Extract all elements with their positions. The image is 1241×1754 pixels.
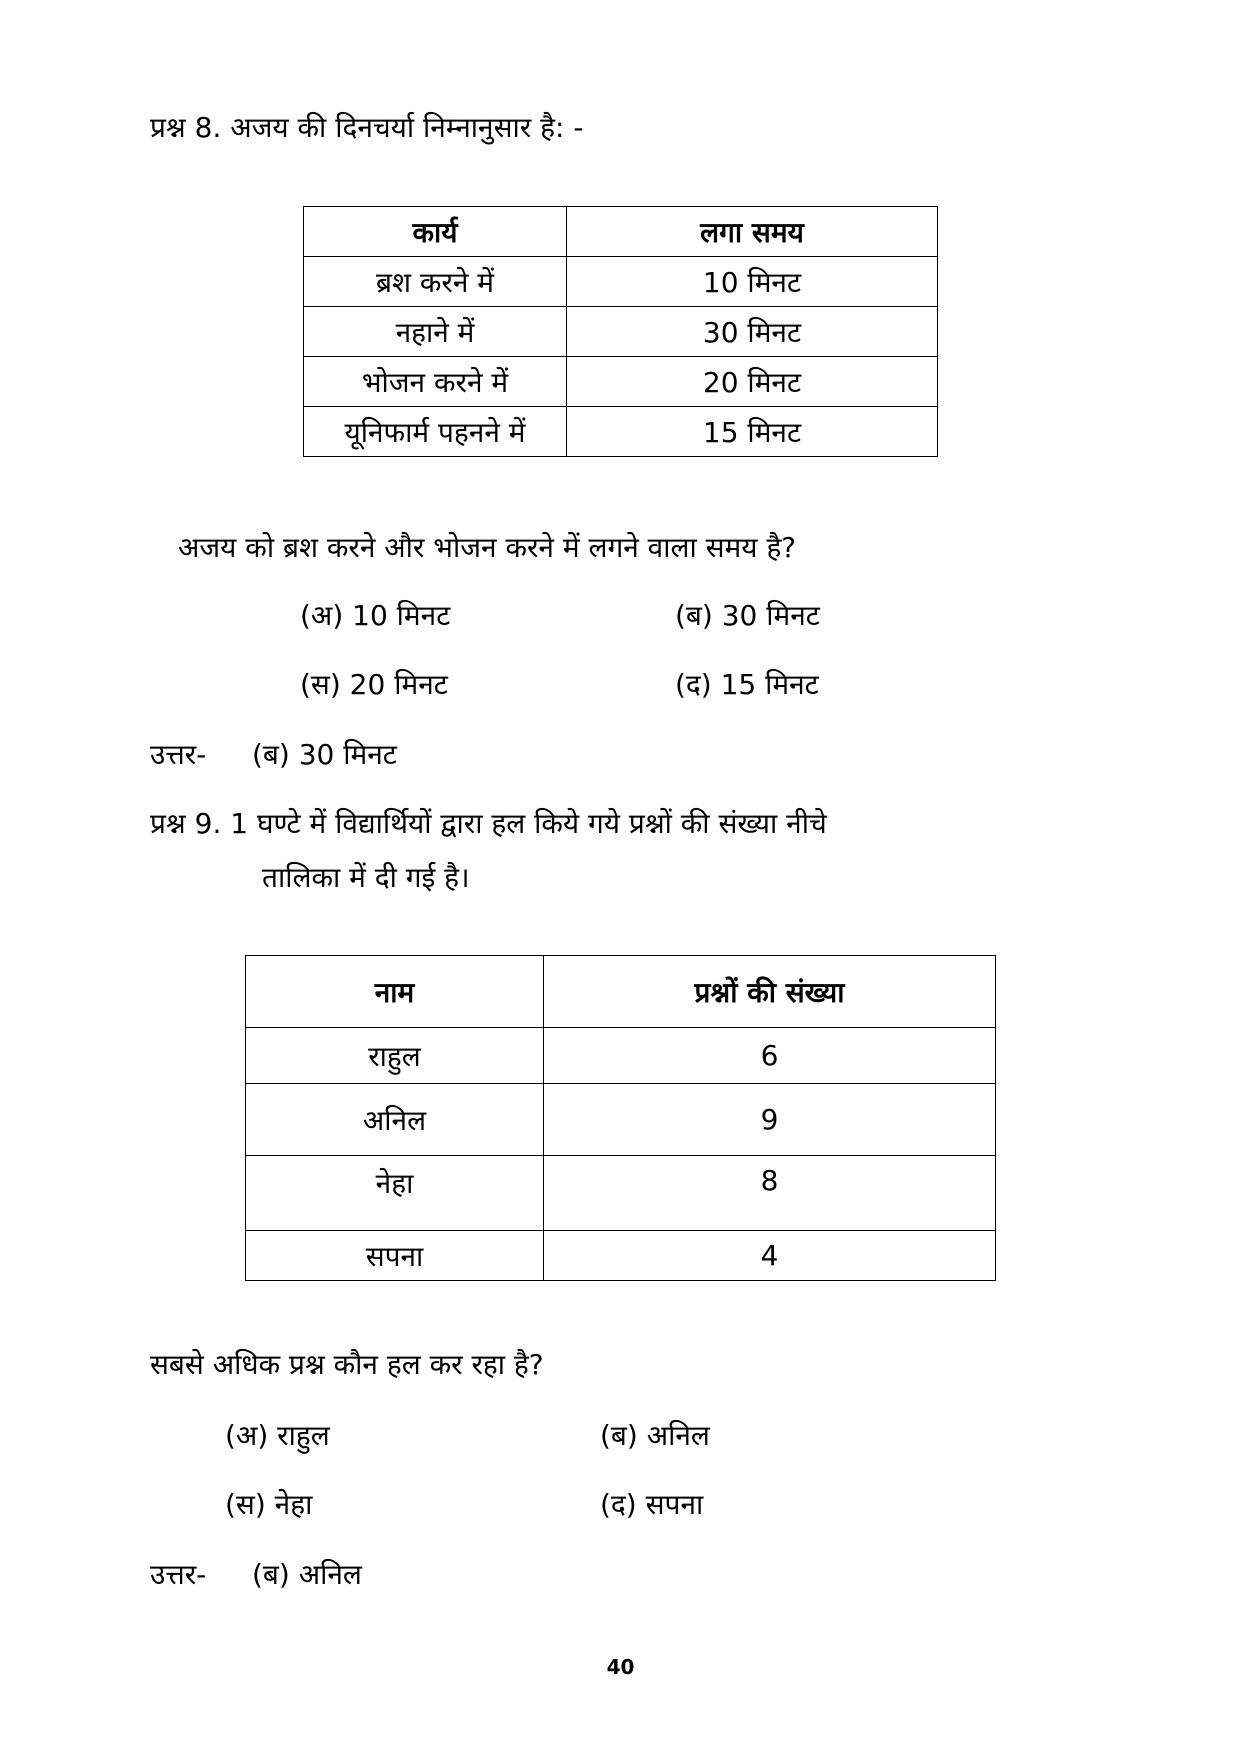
table-row (304, 407, 938, 457)
q8-heading: प्रश्न 8. अजय की दिनचर्या निम्नानुसार है: - (150, 111, 584, 144)
q8-table-header-time: लगा समय (567, 207, 938, 257)
q9-option-b: (ब) अनिल (600, 1419, 710, 1452)
q9-cell-name: सपना (246, 1231, 544, 1281)
q9-cell-count: 8 (544, 1156, 996, 1231)
q9-heading-line2: तालिका में दी गई है। (262, 861, 470, 894)
table-row (246, 1231, 996, 1281)
table-row (246, 1084, 996, 1156)
q9-cell-count: 6 (544, 1028, 996, 1084)
table-row (246, 1028, 996, 1084)
q8-cell-task: ब्रश करने में (304, 257, 567, 307)
q9-option-d: (द) सपना (600, 1488, 704, 1521)
q8-option-d: (द) 15 मिनट (675, 668, 819, 701)
q8-cell-task: यूनिफार्म पहनने में (304, 407, 567, 457)
q8-table-header-task: कार्य (304, 207, 567, 257)
q8-cell-time: 20 मिनट (567, 357, 938, 407)
q9-answer-label: उत्तर- (150, 1558, 207, 1591)
q8-option-c: (स) 20 मिनट (300, 668, 448, 701)
q9-cell-name: अनिल (246, 1084, 544, 1156)
q9-cell-count: 4 (544, 1231, 996, 1281)
q9-table-header-name: नाम (246, 956, 544, 1028)
q9-cell-count: 9 (544, 1084, 996, 1156)
table-row (304, 357, 938, 407)
q9-heading-line1: प्रश्न 9. 1 घण्टे में विद्यार्थियों द्वारा हल किये गये प्रश्नों की संख्या नीचे (150, 807, 827, 840)
q8-question: अजय को ब्रश करने और भोजन करने में लगने वाला समय है? (178, 531, 797, 564)
q9-question: सबसे अधिक प्रश्न कौन हल कर रहा है? (150, 1348, 544, 1381)
q8-cell-time: 10 मिनट (567, 257, 938, 307)
table-row (246, 1156, 996, 1231)
q8-cell-task: नहाने में (304, 307, 567, 357)
q8-cell-time: 30 मिनट (567, 307, 938, 357)
page-number: 40 (606, 1655, 635, 1679)
q9-option-c: (स) नेहा (225, 1488, 313, 1521)
q9-answer: (ब) अनिल (252, 1558, 362, 1591)
q8-option-b: (ब) 30 मिनट (675, 599, 820, 632)
q8-table (303, 206, 938, 457)
table-row (304, 307, 938, 357)
q9-cell-name: राहुल (246, 1028, 544, 1084)
q9-table (245, 955, 996, 1281)
q8-option-a: (अ) 10 मिनट (300, 599, 451, 632)
q9-table-header-count: प्रश्नों की संख्या (544, 956, 996, 1028)
q9-option-a: (अ) राहुल (225, 1419, 330, 1452)
q8-answer-label: उत्तर- (150, 738, 207, 771)
table-row (304, 257, 938, 307)
q8-cell-time: 15 मिनट (567, 407, 938, 457)
q8-answer: (ब) 30 मिनट (252, 738, 397, 771)
q9-cell-name: नेहा (246, 1156, 544, 1231)
q8-cell-task: भोजन करने में (304, 357, 567, 407)
